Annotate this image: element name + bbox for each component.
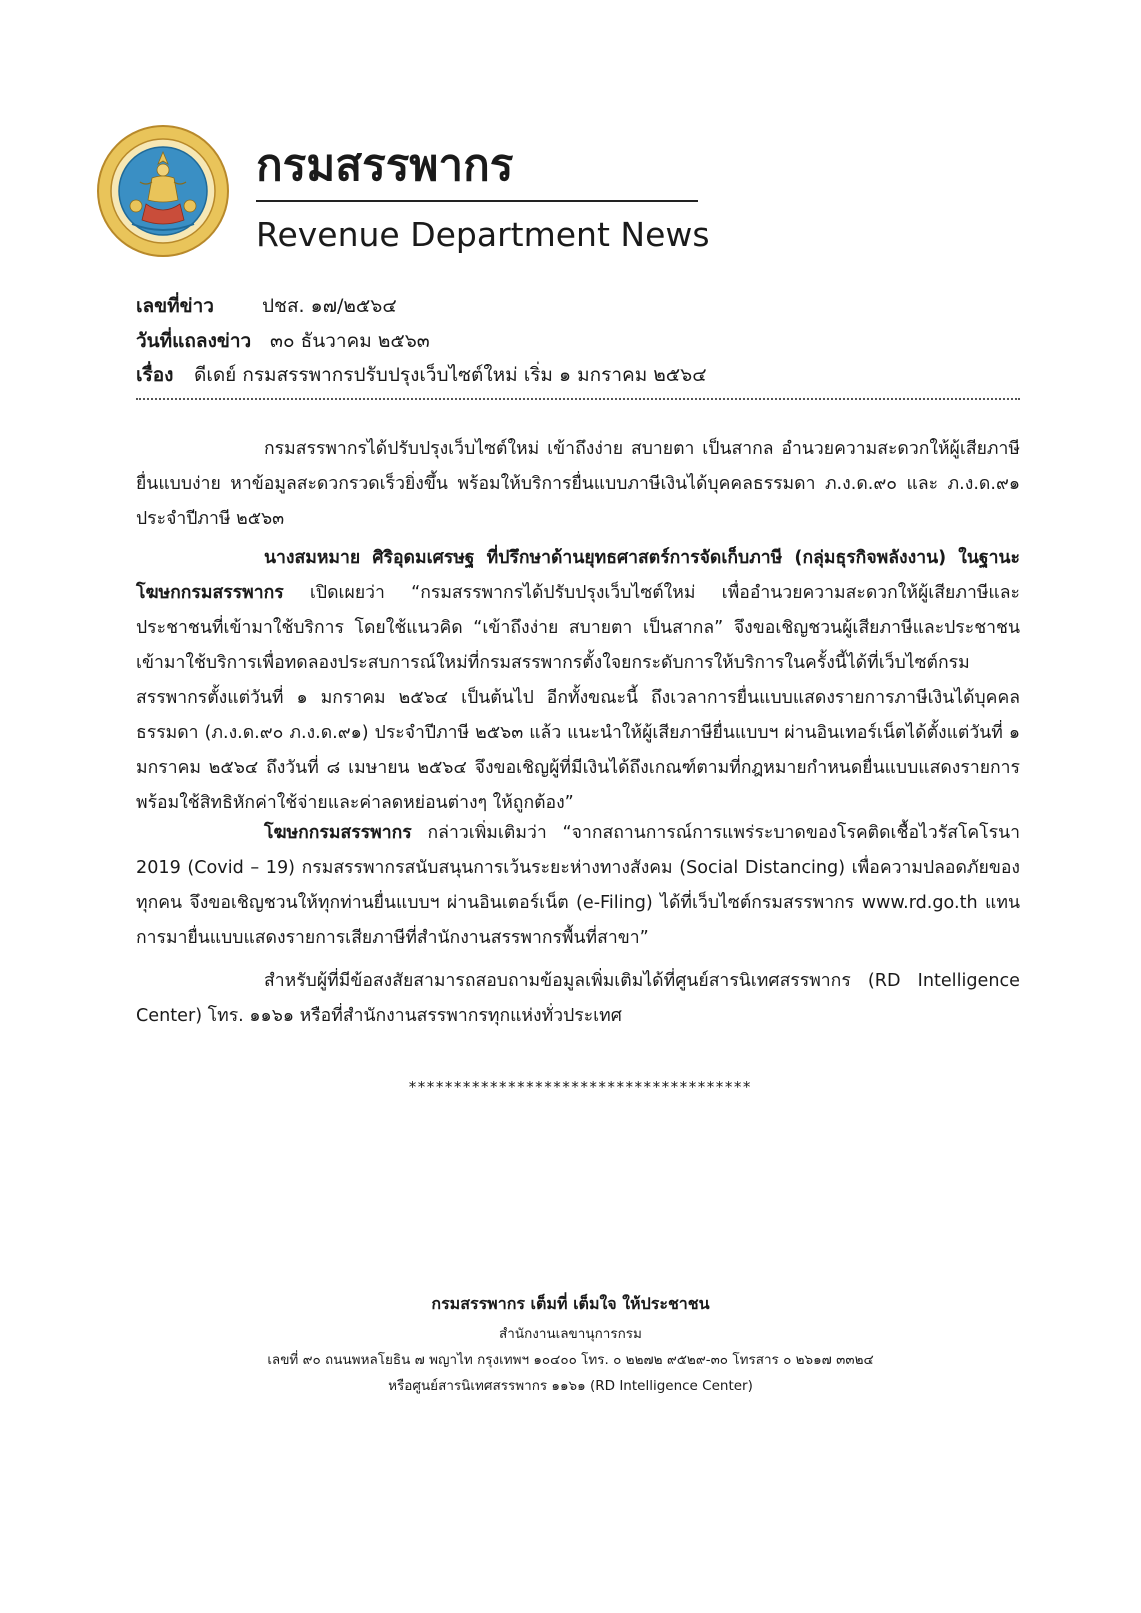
footer-slogan: กรมสรรพากร เต็มที่ เต็มใจ ให้ประชาชน xyxy=(431,1294,710,1313)
news-number-value: ปชส. ๑๗/๒๕๖๔ xyxy=(262,295,397,317)
title-divider xyxy=(256,200,698,202)
subject-value: ดีเดย์ กรมสรรพากรปรับปรุงเว็บไซต์ใหม่ เริ่ม ๑ มกราคม ๒๕๖๔ xyxy=(194,364,707,386)
news-number-row xyxy=(136,292,397,320)
paragraph-covid xyxy=(136,816,1020,956)
spokesperson-name: นางสมหมาย ศิริอุดมเศรษฐ ที่ปรึกษาด้านยุทธศาสตร์การจัดเก็บภาษี (กลุ่มธุรกิจพลังงาน) ในฐานะโฆษกกรมสรรพากร xyxy=(136,548,1020,603)
press-date-label: วันที่แถลงข่าว xyxy=(136,330,252,352)
page-title-thai: กรมสรรพากร xyxy=(256,140,514,191)
press-date-row xyxy=(136,327,430,355)
paragraph-covid-text: กล่าวเพิ่มเติมว่า “จากสถานการณ์การแพร่ระบาดของโรคติดเชื้อไวรัสโคโรนา 2019 (Covid – 19) กรมสรรพากรสนับสนุนการเว้นระยะห่างทางสังคม (Social Distancing) เพื่อความปลอดภัยของทุกคน จึงขอเชิญชวนให้ทุกท่านยื่นแบบฯ ผ่านอินเตอร์เน็ต (e-Filing) ได้ที่เว็บไซต์กรมสรรพากร www.rd.go.th แทนการมายื่นแบบแสดงรายการเสียภาษีที่สำนักงานสรรพากรพื้นที่สาขา” xyxy=(136,823,1020,948)
footer-center: หรือศูนย์สารนิเทศสรรพากร ๑๑๖๑ (RD Intelligence Center) xyxy=(388,1378,753,1394)
paragraph-spokesperson-text: เปิดเผยว่า “กรมสรรพากรได้ปรับปรุงเว็บไซต์ใหม่ เพื่ออำนวยความสะดวกให้ผู้เสียภาษีและประชาชนที่เข้ามาใช้บริการ โดยใช้แนวคิด “เข้าถึงง่าย สบายตา เป็นสากล” จึงขอเชิญชวนผู้เสียภาษีและประชาชนเข้ามาใช้บริการเพื่อทดลองประสบการณ์ใหม่ที่กรมสรรพากรตั้งใจยกระดับการให้บริการในครั้งนี้ได้ที่เว็บไซต์กรมสรรพากรตั้งแต่วันที่ ๑ มกราคม ๒๕๖๔ เป็นต้นไป อีกทั้งขณะนี้ ถึงเวลาการยื่นแบบแสดงรายการภาษีเงินได้บุคคลธรรมดา (ภ.ง.ด.๙๐ ภ.ง.ด.๙๑) ประจำปีภาษี ๒๕๖๓ แล้ว แนะนำให้ผู้เสียภาษียื่นแบบฯ ผ่านอินเทอร์เน็ตได้ตั้งแต่วันที่ ๑ มกราคม ๒๕๖๔ ถึงวันที่ ๘ เมษายน ๒๕๖๔ จึงขอเชิญผู้ที่มีเงินได้ถึงเกณฑ์ตามที่กฎหมายกำหนดยื่นแบบแสดงรายการ พร้อมใช้สิทธิหักค่าใช้จ่ายและค่าลดหย่อนต่างๆ ให้ถูกต้อง” xyxy=(136,583,1020,813)
footer-office: สำนักงานเลขานุการกรม xyxy=(499,1326,642,1342)
press-date-value: ๓๐ ธันวาคม ๒๕๖๓ xyxy=(270,330,430,352)
news-number-label: เลขที่ข่าว xyxy=(136,295,214,317)
revenue-department-seal-logo xyxy=(96,124,230,258)
page-title-english: Revenue Department News xyxy=(256,215,710,254)
paragraph-intro-text: กรมสรรพากรได้ปรับปรุงเว็บไซต์ใหม่ เข้าถึงง่าย สบายตา เป็นสากล อำนวยความสะดวกให้ผู้เสียภาษียื่นแบบง่าย หาข้อมูลสะดวกรวดเร็วยิ่งขึ้น พร้อมให้บริการยื่นแบบภาษีเงินได้บุคคลธรรมดา ภ.ง.ด.๙๐ และ ภ.ง.ด.๙๑ ประจำปีภาษี ๒๕๖๓ xyxy=(136,439,1020,529)
subject-row xyxy=(136,361,707,389)
subject-label: เรื่อง xyxy=(136,364,174,386)
end-separator: ************************************** xyxy=(408,1078,752,1096)
paragraph-contact xyxy=(136,964,1020,1034)
footer-address: เลขที่ ๙๐ ถนนพหลโยธิน ๗ พญาไท กรุงเทพฯ ๑๐๔๐๐ โทร. ๐ ๒๒๗๒ ๙๕๒๙-๓๐ โทรสาร ๐ ๒๖๑๗ ๓๓๒๔ xyxy=(267,1352,874,1368)
paragraph-spokesperson xyxy=(136,541,1020,821)
paragraph-contact-text: สำหรับผู้ที่มีข้อสงสัยสามารถสอบถามข้อมูลเพิ่มเติมได้ที่ศูนย์สารนิเทศสรรพากร (RD Intelligence Center) โทร. ๑๑๖๑ หรือที่สำนักงานสรรพากรทุกแห่งทั่วประเทศ xyxy=(136,971,1020,1026)
spokesperson-title: โฆษกกรมสรรพากร xyxy=(264,823,412,843)
paragraph-intro xyxy=(136,432,1020,537)
dotted-divider xyxy=(136,398,1020,400)
